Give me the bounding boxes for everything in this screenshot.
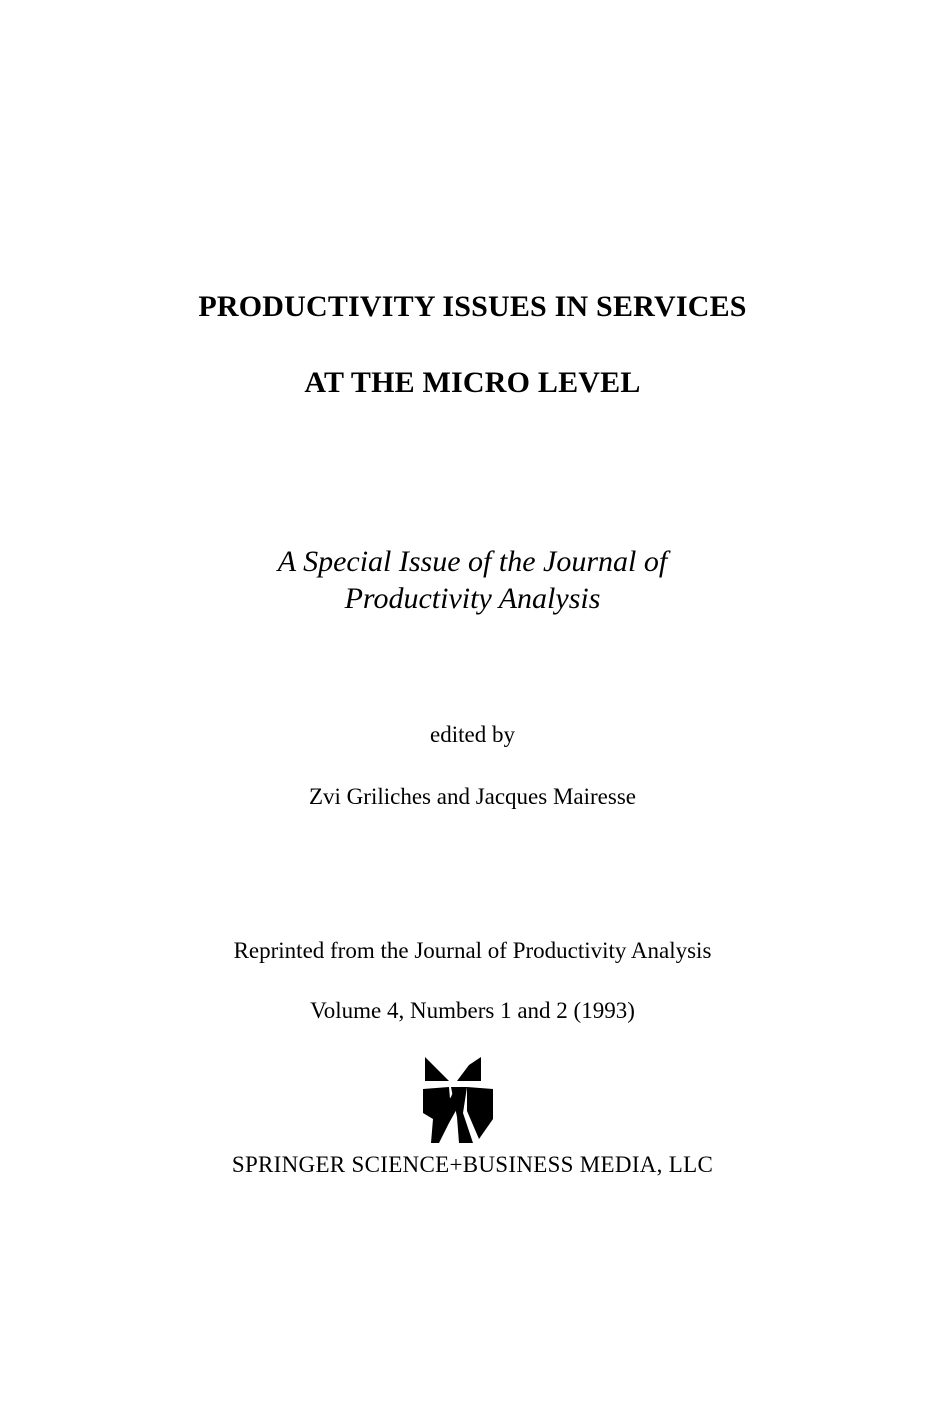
subtitle-line-1: A Special Issue of the Journal of [277, 545, 668, 578]
title-line-1: PRODUCTIVITY ISSUES IN SERVICES [198, 290, 747, 323]
title-line-2: AT THE MICRO LEVEL [304, 366, 641, 399]
publisher-name: SPRINGER SCIENCE+BUSINESS MEDIA, LLC [231, 1152, 714, 1177]
editor-names: Zvi Griliches and Jacques Mairesse [308, 784, 636, 809]
reprint-source: Reprinted from the Journal of Productivity Analysis [233, 938, 712, 963]
edited-by-label: edited by [430, 722, 515, 747]
springer-logo-icon [423, 1057, 495, 1145]
subtitle-line-2: Productivity Analysis [344, 582, 601, 615]
reprint-volume: Volume 4, Numbers 1 and 2 (1993) [310, 998, 635, 1023]
